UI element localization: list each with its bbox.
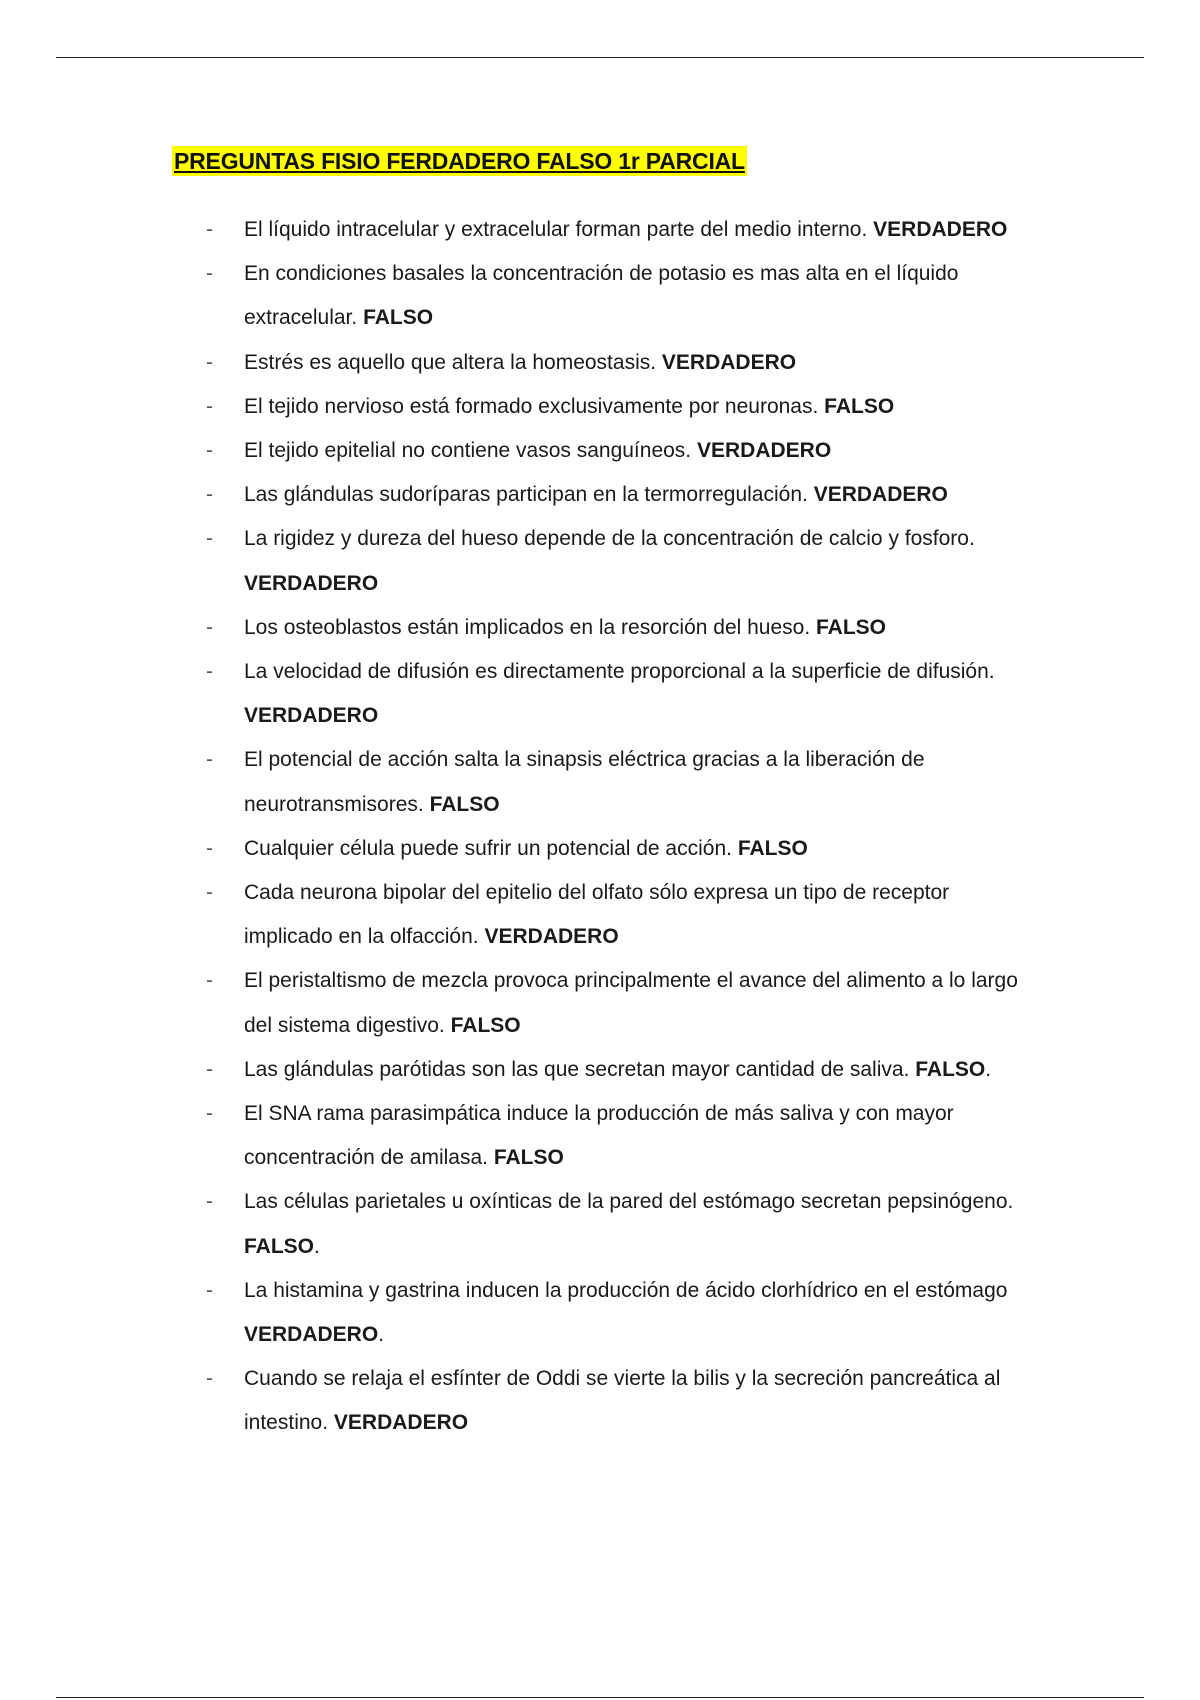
question-text: Los osteoblastos están implicados en la resorción del hueso. — [244, 615, 811, 639]
question-text: Las glándulas sudoríparas participan en la termorregulación. — [244, 483, 808, 507]
answer-label: VERDADERO — [333, 1411, 469, 1435]
question-text: Cada neurona bipolar del epitelio del olfato sólo expresa un tipo de receptor implicado en la olfacción. — [244, 881, 950, 949]
answer-label: FALSO — [816, 615, 887, 639]
question-text: La velocidad de difusión es directamente proporcional a la superficie de difusión. — [244, 660, 995, 684]
list-item — [204, 1357, 1024, 1445]
question-text: Cuando se relaja el esfínter de Oddi se vierte la bilis y la secreción pancreática al intestino. — [244, 1367, 1001, 1435]
bullet-dash: - — [206, 218, 213, 241]
question-text: El potencial de acción salta la sinapsis eléctrica gracias a la liberación de neurotransmisores. — [244, 748, 925, 816]
answer-label: FALSO — [429, 792, 500, 816]
answer-label: FALSO — [450, 1013, 521, 1037]
answer-label: VERDADERO — [484, 925, 619, 949]
question-text: Las glándulas parótidas son las que secretan mayor cantidad de saliva. — [244, 1057, 910, 1081]
answer-label: VERDADERO — [661, 350, 797, 374]
list-item — [204, 871, 1024, 959]
answer-label: VERDADERO — [696, 439, 832, 463]
bullet-dash: - — [206, 615, 213, 639]
bullet-dash: - — [206, 350, 213, 374]
list-item — [204, 517, 1024, 605]
bullet-dash: - — [206, 483, 213, 507]
answer-label: VERDADERO — [873, 218, 1008, 241]
list-item — [204, 341, 1024, 385]
question-text: El líquido intracelular y extracelular forman parte del medio interno. — [244, 218, 868, 241]
page-title: PREGUNTAS FISIO FERDADERO FALSO 1r PARCIAL — [174, 148, 745, 174]
answer-label: FALSO — [493, 1146, 564, 1170]
list-item — [204, 650, 1024, 738]
bullet-dash: - — [206, 748, 213, 772]
question-text: Cualquier célula puede sufrir un potencial de acción. — [244, 836, 732, 860]
list-item — [204, 738, 1024, 826]
question-list — [204, 208, 1024, 1446]
bullet-dash: - — [206, 836, 213, 860]
answer-label: FALSO — [363, 306, 434, 330]
list-item — [204, 473, 1024, 517]
bullet-dash: - — [206, 262, 213, 286]
answer-label: VERDADERO — [244, 571, 379, 595]
bullet-dash: - — [206, 439, 213, 463]
question-text: El peristaltismo de mezcla provoca principalmente el avance del alimento a lo largo del sistema digestivo. — [244, 969, 1018, 1037]
question-text: El tejido epitelial no contiene vasos sanguíneos. — [244, 439, 692, 463]
answer-label: FALSO — [737, 836, 808, 860]
answer-suffix: . — [314, 1234, 320, 1258]
answer-label: VERDADERO — [244, 1323, 379, 1347]
question-text: El tejido nervioso está formado exclusivamente por neuronas. — [244, 394, 819, 418]
header-rule — [56, 57, 1144, 58]
list-item — [204, 385, 1024, 429]
answer-suffix: . — [378, 1323, 385, 1347]
list-item — [204, 1180, 1024, 1268]
bullet-dash: - — [206, 881, 213, 905]
list-item — [204, 1048, 1024, 1092]
answer-label: FALSO — [244, 1234, 315, 1258]
list-item — [204, 252, 1024, 340]
bullet-dash: - — [206, 1102, 213, 1126]
question-text: La histamina y gastrina inducen la producción de ácido clorhídrico en el estómago — [244, 1278, 1008, 1302]
question-text: Estrés es aquello que altera la homeostasis. — [244, 350, 657, 374]
bullet-dash: - — [206, 1190, 213, 1214]
answer-label: FALSO — [915, 1057, 986, 1081]
question-text: En condiciones basales la concentración de potasio es mas alta en el líquido extracelular. — [244, 262, 959, 330]
bullet-dash: - — [206, 660, 213, 684]
answer-label: FALSO — [824, 394, 895, 418]
bullet-dash: - — [206, 1278, 213, 1302]
answer-label: VERDADERO — [813, 483, 948, 507]
bullet-dash: - — [206, 1057, 213, 1081]
question-text: La rigidez y dureza del hueso depende de la concentración de calcio y fosforo. — [244, 527, 975, 551]
list-item — [204, 429, 1024, 473]
list-item — [204, 1092, 1024, 1180]
list-item — [204, 959, 1024, 1047]
footer-rule — [56, 1697, 1144, 1698]
answer-suffix: . — [985, 1057, 992, 1081]
question-text: Las células parietales u oxínticas de la pared del estómago secretan pepsinógeno. — [244, 1190, 1014, 1214]
bullet-dash: - — [206, 969, 213, 993]
question-text: El SNA rama parasimpática induce la producción de más saliva y con mayor concentración de amilasa. — [244, 1102, 954, 1170]
list-item — [204, 1269, 1024, 1357]
bullet-dash: - — [206, 394, 213, 418]
list-item — [204, 827, 1024, 871]
bullet-dash: - — [206, 527, 213, 551]
bullet-dash: - — [206, 1367, 213, 1391]
list-item — [204, 606, 1024, 650]
list-item — [204, 208, 1024, 252]
answer-label: VERDADERO — [244, 704, 379, 728]
